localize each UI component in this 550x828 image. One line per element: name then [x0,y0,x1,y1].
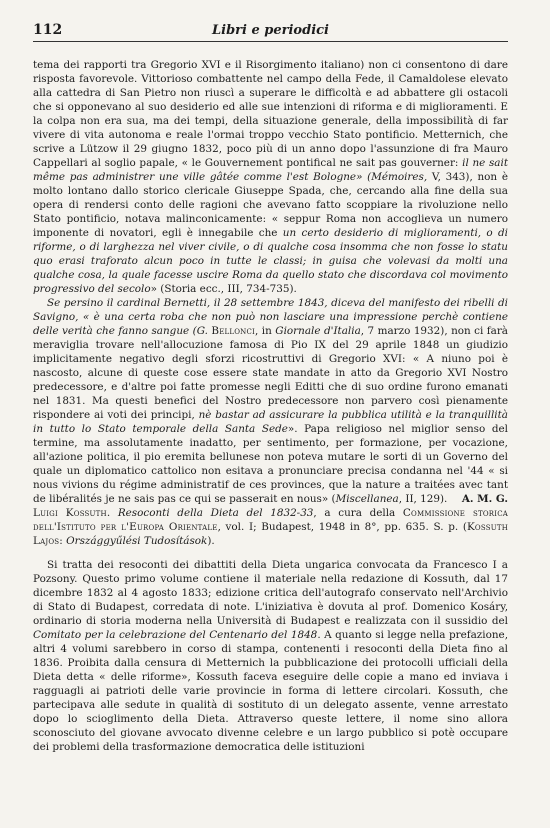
running-title: Libri e periodici [212,23,329,38]
paragraph-2: Se persino il cardinal Bernetti, il 28 settembre 1843, diceva del manifesto dei ribelli di Savigno, « è una certa roba che non può non lasciare una impressione perchè contiene delle verità che fanno sangue (G. Bellonci, in Giornale d'Italia, 7 marzo 1932), non ci farà meraviglia trovare nell'allocuzione famosa di Pio IX del 29 aprile 1848 un giudizio implicitamente negativo degli sforzi ricostruttivi di Gregorio XVI: « A niuno poi è nascosto, alcune di queste cose essere state mandate in atto da Gregorio XVI Nostro predecessore, e d'altre poi fatte promesse negli Editti che di suo ordine furono emanati nel 1831. Ma questi benefici del Nostro predecessore non parvero così pienamente rispondere ai voti dei principi, nè bastar ad assicurare la pubblica utilità e la tranquillità in tutto lo Stato temporale della Santa Sede». Papa religioso nel miglior senso del termine, ma assolutamente inadatto, per sentimento, per formazione, per vocazione, all'azione politica, il pio eremita bellunese non poteva mutare le sorti di un Governo del quale un diplomatico cattolico non esitava a pronunciare precisa condanna nel '44 « si nous vivions du régime administratif de ces provinces, que la nature a traitées avec tant de libéralités je ne sais pas ce qui se passerait en nous» (Miscellanea, II, 129). [33,297,508,505]
review-title: Resoconti della Dieta del 1832-33 [117,507,314,519]
review-author: Luigi Kossuth [33,507,107,519]
page-number: 112 [33,22,63,38]
review-heading: Luigi Kossuth. Resoconti della Dieta del 1832-33, a cura della Commissione storica dell'Istituto per l'Europa Orientale, vol. I; Budapest, 1948 in 8°, pp. 635. S. p. (Kossuth Lajos: Országgyűlési Tudosítások). [33,507,509,547]
paragraph-3: Si tratta dei resoconti dei dibattiti della Dieta ungarica convocata da Francesco I a Pozsony. Questo primo volume contiene il materiale nella redazione di Kossuth, dal 17 dicembre 1832 al 4 agosto 1833; edizione critica dell'autografo conservato nell'Archivio di Stato di Budapest, corredata di note. L'iniziativa è dovuta al prof. Domenico Kosáry, ordinario di storia moderna nella Università di Budapest e realizzata con il sussidio del Comitato per la celebrazione del Centenario del 1848. A quanto si legge nella prefazione, altri 4 volumi sarebbero in corso di stampa, contenenti i resoconti della Dieta fino al 1836. Proibita dalla censura di Metternich la pubblicazione dei protocolli ufficiali della Dieta detta « delle riforme», Kossuth faceva eseguire delle copie a mano ed inviava i ragguagli ai patrioti delle varie provincie in forma di lettere circolari. Kossuth, che partecipava alle sedute in qualità di sostituto di un delegato assente, venne arrestato dopo lo scioglimento della Dieta. Attraverso queste lettere, il nome sino allora sconosciuto del giovane avvocato divenne celebre e un largo pubblico si potè occupare dei problemi della trasformazione democratica delle istituzioni [33,559,508,753]
review-publisher: Commissione storica dell'Istituto per l'Europa Orientale [33,507,509,533]
paragraph-1: tema dei rapporti tra Gregorio XVI e il Risorgimento italiano) non ci consentono di dare risposta favorevole. Vittorioso combattente nel campo della Fede, il Camaldolese elevato alla cattedra di San Pietro non riuscì a superare le difficoltà e ad abbattere gli ostacoli che si opponevano al suo desiderio ed alle sue intenzioni di riforma e di miglioramenti. E la colpa non era sua, ma dei tempi, della situazione generale, della impossibilità di far vivere di vita autonoma e reale l'ormai troppo vecchio Stato pontificio. Metternich, che scrive a Lützow il 29 giugno 1832, poco più di un anno dopo l'assunzione di fra Mauro Cappellari al soglio papale, « le Gouvernement pontifical ne sait pas gouverner: il ne sait même pas administrer une ville gâtée comme l'est Bologne» (Mémoires, V, 343), non è molto lontano dallo storico clericale Giuseppe Spada, che, cercando alla fine della sua opera di rendersi conto delle ragioni che avevano fatto scoppiare la rivoluzione nello Stato pontificio, notava malinconicamente: « seppur Roma non accoglieva un numero imponente di novatori, egli è innegabile che un certo desiderio di miglioramenti, o di riforme, o di larghezza nel viver civile, o di qualche cosa insomma che non fosse lo statu quo erasi traforato alcun poco in tutte le classi; in guisa che volevasi da molti una qualche cosa, la quale facesse uscire Roma da quello stato che discordava col movimento progressivo del secolo» (Storia ecc., III, 734-735). [33,59,509,295]
page-body [33,58,508,754]
running-header [33,22,508,42]
author-signature: A. M. G. [461,493,508,505]
